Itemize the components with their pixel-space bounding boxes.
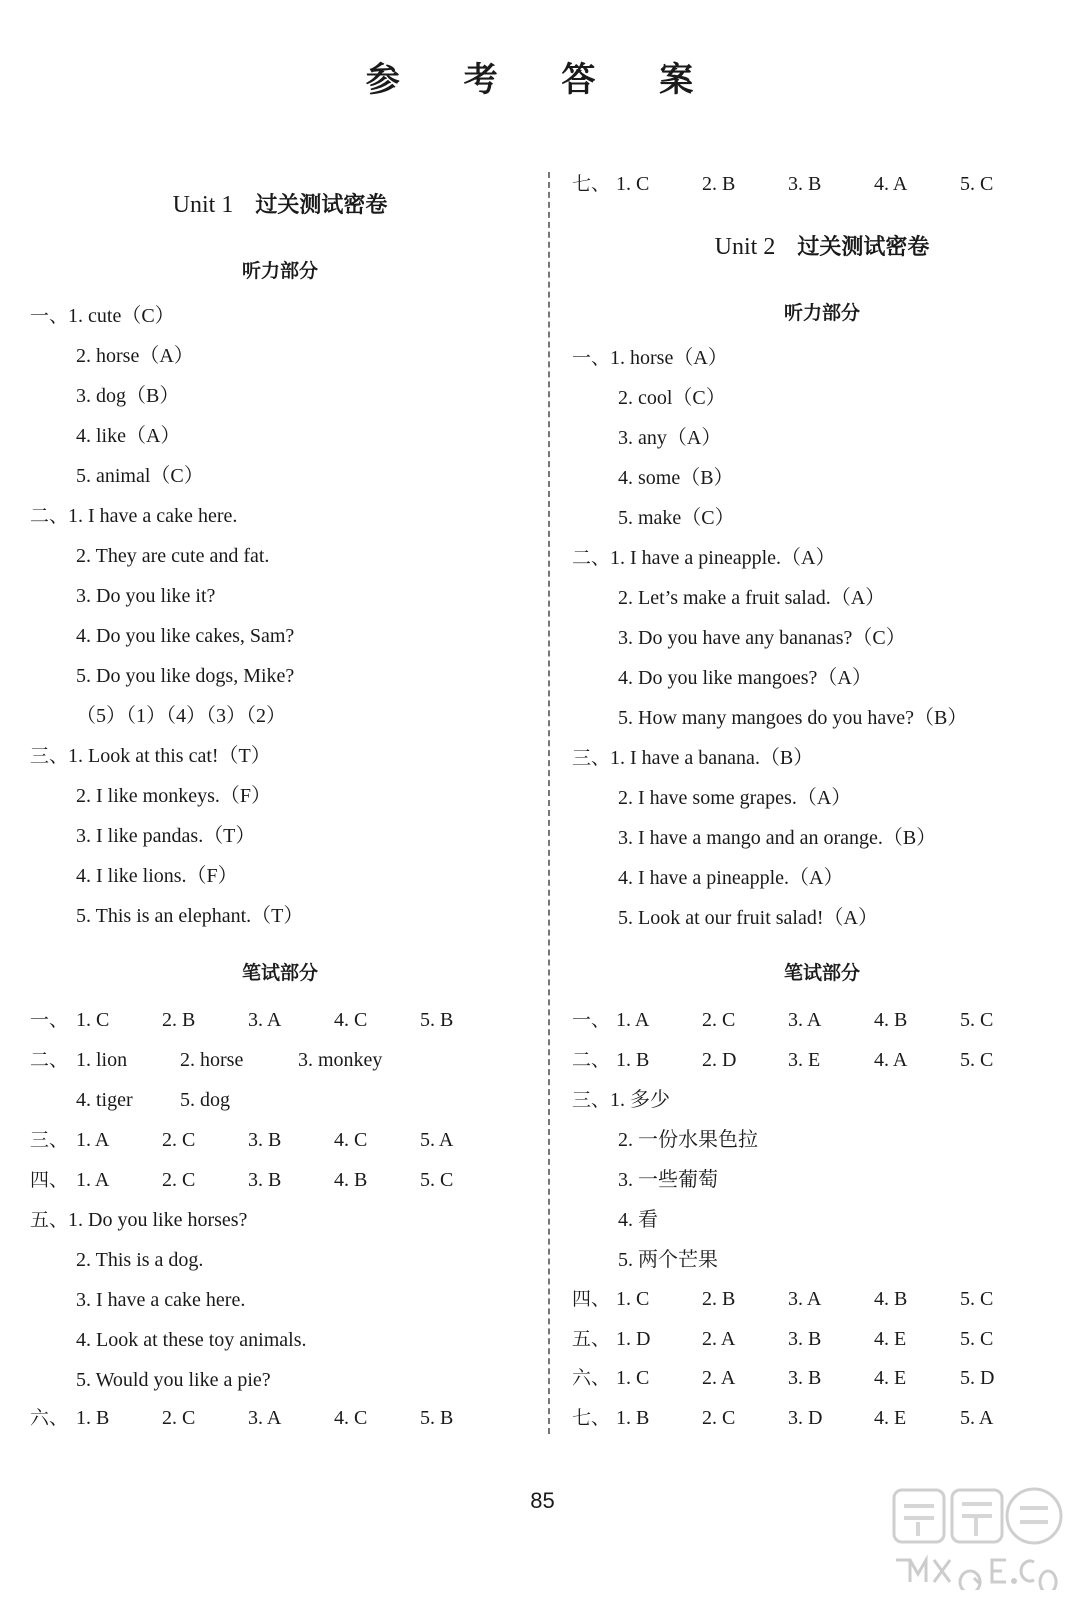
answer-cell: 2. B: [162, 1009, 196, 1031]
answer-row: [572, 1366, 994, 1390]
item-lead: 三、: [572, 1089, 611, 1111]
answer-row: 5. 两个芒果: [618, 1249, 718, 1271]
answer-row: 2. horse（A）: [76, 345, 194, 367]
item-lead: 三、: [30, 745, 69, 767]
answer-cell: 1. A: [616, 1009, 650, 1031]
answer-cell: 2. C: [162, 1407, 196, 1429]
answer-row: [30, 744, 271, 768]
item-lead: 二、: [30, 1049, 69, 1071]
answer-row: 4. I like lions.（F）: [76, 865, 238, 887]
column-divider: [548, 172, 550, 1434]
answer-cell: 4. E: [874, 1407, 907, 1429]
answer-text: 1. Do you like horses?: [68, 1209, 248, 1231]
answer-row: 3. any（A）: [618, 427, 722, 449]
answer-cell: 2. horse: [180, 1049, 244, 1071]
answer-row: [572, 1287, 993, 1311]
answer-text: 1. 多少: [610, 1089, 671, 1111]
answer-cell: 4. A: [874, 173, 908, 195]
answer-row: 4. some（B）: [618, 467, 734, 489]
answer-row: [30, 304, 175, 328]
watermark-logo: [888, 1482, 1068, 1590]
unit-2-writing-title: 笔试部分: [783, 962, 860, 984]
answer-row: 5. Look at our fruit salad!（A）: [618, 907, 878, 929]
answer-cell: 5. C: [960, 1009, 994, 1031]
item-lead: 二、: [572, 547, 611, 569]
answer-cell: 4. B: [874, 1009, 908, 1031]
answer-cell: 4. E: [874, 1328, 907, 1350]
answer-cell: 3. A: [248, 1009, 282, 1031]
answer-row: [572, 172, 993, 196]
item-lead: 七、: [572, 173, 611, 195]
unit-2-listening-title: 听力部分: [783, 302, 860, 324]
answer-cell: 5. D: [960, 1367, 995, 1389]
unit-2-title: Unit 2: [714, 234, 776, 260]
answer-row: [572, 1048, 993, 1072]
unit-1-writing-title: 笔试部分: [241, 962, 318, 984]
answer-cell: 1. C: [616, 173, 650, 195]
answer-row: 2. This is a dog.: [76, 1249, 204, 1271]
page-number: 85: [530, 1488, 555, 1513]
answer-row: 5. Do you like dogs, Mike?: [76, 665, 295, 687]
answer-row: 2. Let’s make a fruit salad.（A）: [618, 587, 886, 609]
item-lead: 一、: [30, 1009, 69, 1031]
answer-cell: 3. B: [248, 1129, 282, 1151]
answer-row: 4. Do you like cakes, Sam?: [76, 625, 295, 647]
answer-row: [572, 546, 836, 570]
answer-row: 4. like（A）: [76, 425, 181, 447]
answer-cell: 3. monkey: [298, 1049, 383, 1071]
answer-row: 4. Do you like mangoes?（A）: [618, 667, 872, 689]
answer-text: 1. Look at this cat!（T）: [68, 745, 271, 767]
answer-row: [30, 1128, 453, 1152]
answer-cell: 2. C: [702, 1407, 736, 1429]
answer-cell: 3. B: [788, 173, 822, 195]
item-lead: 一、: [30, 305, 69, 327]
answer-cell: 1. lion: [76, 1049, 128, 1071]
answer-cell: 5. C: [960, 1328, 994, 1350]
item-lead: 一、: [572, 1009, 611, 1031]
answer-cell: 2. A: [702, 1328, 736, 1350]
answer-row: [572, 1088, 670, 1112]
answer-cell: 5. C: [960, 1049, 994, 1071]
answer-text: 1. I have a cake here.: [68, 505, 238, 527]
answer-cell: 4. C: [334, 1129, 368, 1151]
answer-cell: 4. B: [334, 1169, 368, 1191]
answer-cell: 4. C: [334, 1407, 368, 1429]
answer-cell: 5. A: [960, 1407, 994, 1429]
answer-cell: 5. dog: [180, 1089, 230, 1111]
answer-row: 4. Look at these toy animals.: [76, 1329, 307, 1351]
answer-row: 2. 一份水果色拉: [618, 1129, 758, 1151]
item-lead: 五、: [30, 1209, 69, 1231]
answer-row: 3. 一些葡萄: [618, 1169, 718, 1191]
answer-cell: 2. C: [162, 1129, 196, 1151]
answer-cell: 1. B: [616, 1049, 650, 1071]
answer-row: 2. I like monkeys.（F）: [76, 785, 271, 807]
answer-cell: 5. B: [420, 1407, 454, 1429]
answer-text: 1. I have a banana.（B）: [610, 747, 814, 769]
answer-cell: 3. A: [248, 1407, 282, 1429]
answer-cell: 2. D: [702, 1049, 737, 1071]
answer-row: [30, 1208, 247, 1232]
answer-cell: 1. B: [76, 1407, 110, 1429]
item-lead: 一、: [572, 347, 611, 369]
answer-row: 5. Would you like a pie?: [76, 1369, 271, 1391]
item-lead: 四、: [572, 1288, 611, 1310]
answer-row: 3. I have a cake here.: [76, 1289, 246, 1311]
answer-row: 3. I like pandas.（T）: [76, 825, 256, 847]
answer-cell: 2. B: [702, 1288, 736, 1310]
answer-text: 1. horse（A）: [610, 347, 728, 369]
answer-cell: 4. A: [874, 1049, 908, 1071]
answer-row: [76, 1088, 230, 1112]
answer-row: [572, 346, 728, 370]
answer-cell: 4. tiger: [76, 1089, 133, 1111]
answer-row: 2. They are cute and fat.: [76, 545, 270, 567]
answer-cell: 3. A: [788, 1288, 822, 1310]
answer-row: 3. Do you like it?: [76, 585, 216, 607]
answer-cell: 4. C: [334, 1009, 368, 1031]
answer-row: [30, 1008, 453, 1032]
answer-text: 1. I have a pineapple.（A）: [610, 547, 836, 569]
answer-row: 2. I have some grapes.（A）: [618, 787, 852, 809]
answer-row: 5. animal（C）: [76, 465, 204, 487]
answer-row: 3. I have a mango and an orange.（B）: [618, 827, 937, 849]
answer-cell: 5. A: [420, 1129, 454, 1151]
answer-cell: 2. B: [702, 173, 736, 195]
answer-cell: 2. C: [162, 1169, 196, 1191]
item-lead: 五、: [572, 1328, 611, 1350]
answer-cell: 5. C: [420, 1169, 454, 1191]
answer-row: 5. This is an elephant.（T）: [76, 905, 304, 927]
item-lead: 六、: [572, 1367, 611, 1389]
unit-1-listening-title: 听力部分: [241, 260, 318, 282]
item-lead: 六、: [30, 1407, 69, 1429]
answer-cell: 1. C: [76, 1009, 110, 1031]
answer-row: 4. 看: [618, 1209, 658, 1231]
answer-row: 4. I have a pineapple.（A）: [618, 867, 844, 889]
answer-cell: 1. A: [76, 1169, 110, 1191]
item-lead: 二、: [572, 1049, 611, 1071]
item-lead: 二、: [30, 505, 69, 527]
answer-cell: 1. B: [616, 1407, 650, 1429]
answer-cell: 4. B: [874, 1288, 908, 1310]
answer-cell: 2. A: [702, 1367, 736, 1389]
answer-row: [572, 1406, 993, 1430]
answer-cell: 1. D: [616, 1328, 651, 1350]
answer-row: [30, 504, 237, 528]
answer-row: 2. cool（C）: [618, 387, 726, 409]
unit-2-heading: [572, 230, 1072, 261]
answer-cell: 1. A: [76, 1129, 110, 1151]
order-answer: （5）（1）（4）（3）（2）: [76, 705, 286, 727]
answer-cell: 3. B: [248, 1169, 282, 1191]
answer-cell: 1. C: [616, 1367, 650, 1389]
answer-row: 5. make（C）: [618, 507, 735, 529]
answer-cell: 5. C: [960, 1288, 994, 1310]
item-lead: 三、: [30, 1129, 69, 1151]
answer-row: 3. dog（B）: [76, 385, 180, 407]
page-title: 参 考 答 案: [365, 60, 720, 100]
answer-cell: 3. B: [788, 1367, 822, 1389]
answer-row: [30, 1406, 453, 1430]
item-lead: 七、: [572, 1407, 611, 1429]
answer-cell: 5. B: [420, 1009, 454, 1031]
answer-row: [572, 746, 813, 770]
answer-cell: 1. C: [616, 1288, 650, 1310]
unit-1-heading: [30, 188, 530, 219]
answer-row: [572, 1327, 993, 1351]
answer-cell: 3. D: [788, 1407, 823, 1429]
unit-2-subtitle: 过关测试密卷: [797, 235, 930, 260]
answer-text: 1. cute（C）: [68, 305, 175, 327]
answer-cell: 3. B: [788, 1328, 822, 1350]
unit-1-subtitle: 过关测试密卷: [255, 193, 388, 218]
answer-row: 3. Do you have any bananas?（C）: [618, 627, 906, 649]
answer-row: [572, 1008, 993, 1032]
item-lead: 四、: [30, 1169, 69, 1191]
answer-cell: 5. C: [960, 173, 994, 195]
answer-cell: 3. E: [788, 1049, 821, 1071]
answer-cell: 3. A: [788, 1009, 822, 1031]
unit-1-title: Unit 1: [172, 192, 234, 218]
answer-row: [30, 1048, 382, 1072]
answer-cell: 4. E: [874, 1367, 907, 1389]
answer-cell: 2. C: [702, 1009, 736, 1031]
item-lead: 三、: [572, 747, 611, 769]
answer-row: 5. How many mangoes do you have?（B）: [618, 707, 968, 729]
answer-row: [30, 1168, 453, 1192]
